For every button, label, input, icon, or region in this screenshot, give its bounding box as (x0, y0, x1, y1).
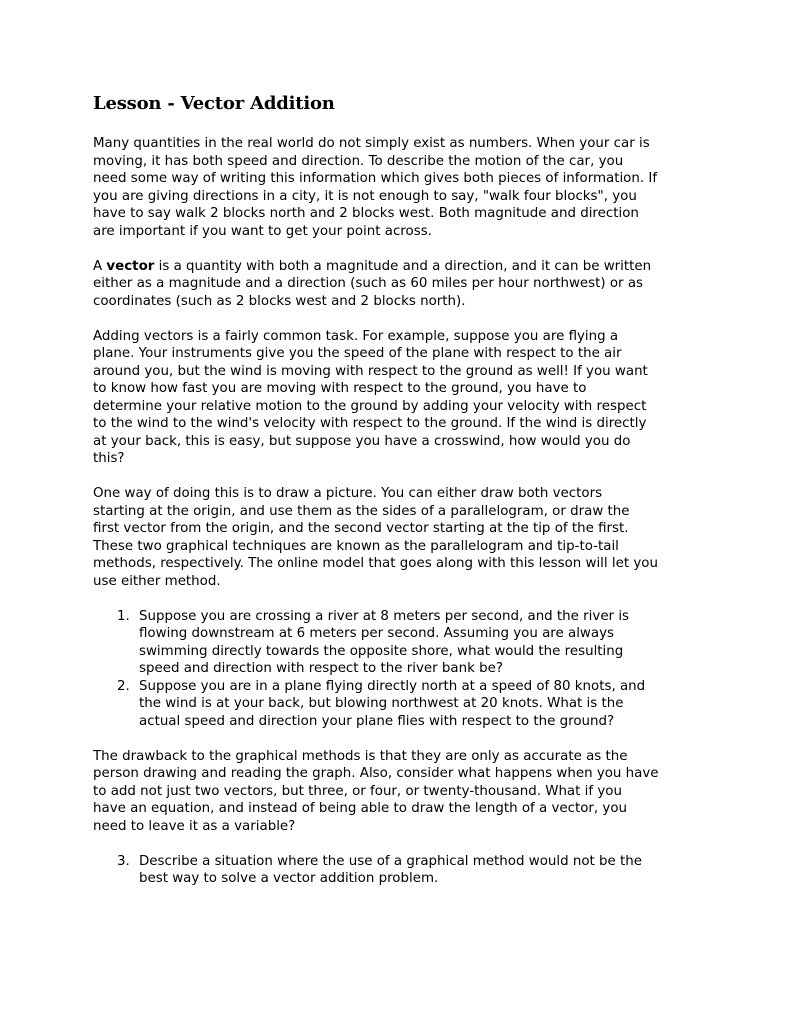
text-line: to the wind to the wind's velocity with respect to the ground. If the wind is directly (93, 416, 647, 431)
text-line: These two graphical techniques are known as the parallelogram and tip-to-tail (93, 538, 619, 554)
text-line: around you, but the wind is moving with respect to the ground as well! If you want (93, 363, 648, 379)
page-title: Lesson - Vector Addition (93, 93, 335, 114)
text-line: moving, it has both speed and direction. To describe the motion of the car, you (93, 153, 624, 169)
text-line: use either method. (93, 573, 221, 589)
text-line: either as a magnitude and a direction (such as 60 miles per hour northwest) or as (93, 276, 644, 291)
text-prefix: A (93, 258, 107, 274)
paragraph-drawback (93, 748, 701, 836)
paragraph-graphical-methods (93, 485, 701, 590)
text-line: person drawing and reading the graph. Also, consider what happens when you have (93, 766, 659, 781)
paragraph-intro (93, 135, 701, 240)
text-line: at your back, this is easy, but suppose you have a crosswind, how would you do (93, 433, 631, 449)
text-line: best way to solve a vector addition problem. (139, 871, 439, 886)
text-line: swimming directly towards the opposite shore, what would the resulting (139, 643, 624, 659)
question-list-2 (93, 853, 701, 888)
text-line: actual speed and direction your plane flies with respect to the ground? (139, 713, 615, 729)
text-line: plane. Your instruments give you the speed of the plane with respect to the air (93, 346, 622, 361)
document-page (93, 93, 701, 905)
question-number: 1. (117, 608, 130, 624)
text-line: have an equation, and instead of being able to draw the length of a vector, you (93, 801, 628, 816)
question-number: 3. (117, 853, 130, 869)
text-line: determine your relative motion to the ground by adding your velocity with respect (93, 398, 647, 414)
text-line (93, 258, 701, 276)
text-line: flowing downstream at 6 meters per second. Assuming you are always (139, 626, 614, 641)
text-line: have to say walk 2 blocks north and 2 blocks west. Both magnitude and direction (93, 206, 639, 221)
text-rest: is a quantity with both a magnitude and a direction, and it can be written (154, 258, 652, 274)
paragraph-adding-vectors (93, 328, 701, 468)
text-line: coordinates (such as 2 blocks west and 2 blocks north). (93, 293, 466, 309)
text-line: Many quantities in the real world do not simply exist as numbers. When your car is (93, 136, 650, 151)
text-line: this? (93, 451, 125, 466)
text-line: Describe a situation where the use of a graphical method would not be the (139, 853, 643, 869)
question-item (93, 678, 701, 731)
text-line: One way of doing this is to draw a picture. You can either draw both vectors (93, 486, 603, 501)
text-line: methods, respectively. The online model that goes along with this lesson will let you (93, 556, 658, 571)
text-line: Suppose you are in a plane flying directly north at a speed of 80 knots, and (139, 678, 646, 694)
text-line: are important if you want to get your point across. (93, 223, 432, 239)
text-line: to know how fast you are moving with respect to the ground, you have to (93, 381, 587, 396)
paragraph-vector-definition (93, 258, 701, 311)
text-line: the wind is at your back, but blowing northwest at 20 knots. What is the (139, 696, 624, 711)
question-item (93, 853, 701, 888)
vector-term: vector (106, 258, 155, 274)
question-list-1 (93, 608, 701, 731)
text-line: need to leave it as a variable? (93, 818, 296, 834)
text-line: you are giving directions in a city, it is not enough to say, "walk four blocks", you (93, 188, 637, 204)
text-line: first vector from the origin, and the second vector starting at the tip of the first. (93, 521, 629, 536)
text-line: starting at the origin, and use them as the sides of a parallelogram, or draw the (93, 503, 630, 519)
text-line: speed and direction with respect to the river bank be? (139, 661, 503, 676)
text-line: The drawback to the graphical methods is that they are only as accurate as the (93, 748, 628, 764)
text-line: to add not just two vectors, but three, or four, or twenty-thousand. What if you (93, 783, 622, 799)
question-number: 2. (117, 678, 130, 694)
text-line: need some way of writing this information which gives both pieces of information. If (93, 171, 658, 186)
question-item (93, 608, 701, 678)
text-line: Suppose you are crossing a river at 8 meters per second, and the river is (139, 608, 630, 624)
text-line: Adding vectors is a fairly common task. For example, suppose you are flying a (93, 328, 619, 344)
